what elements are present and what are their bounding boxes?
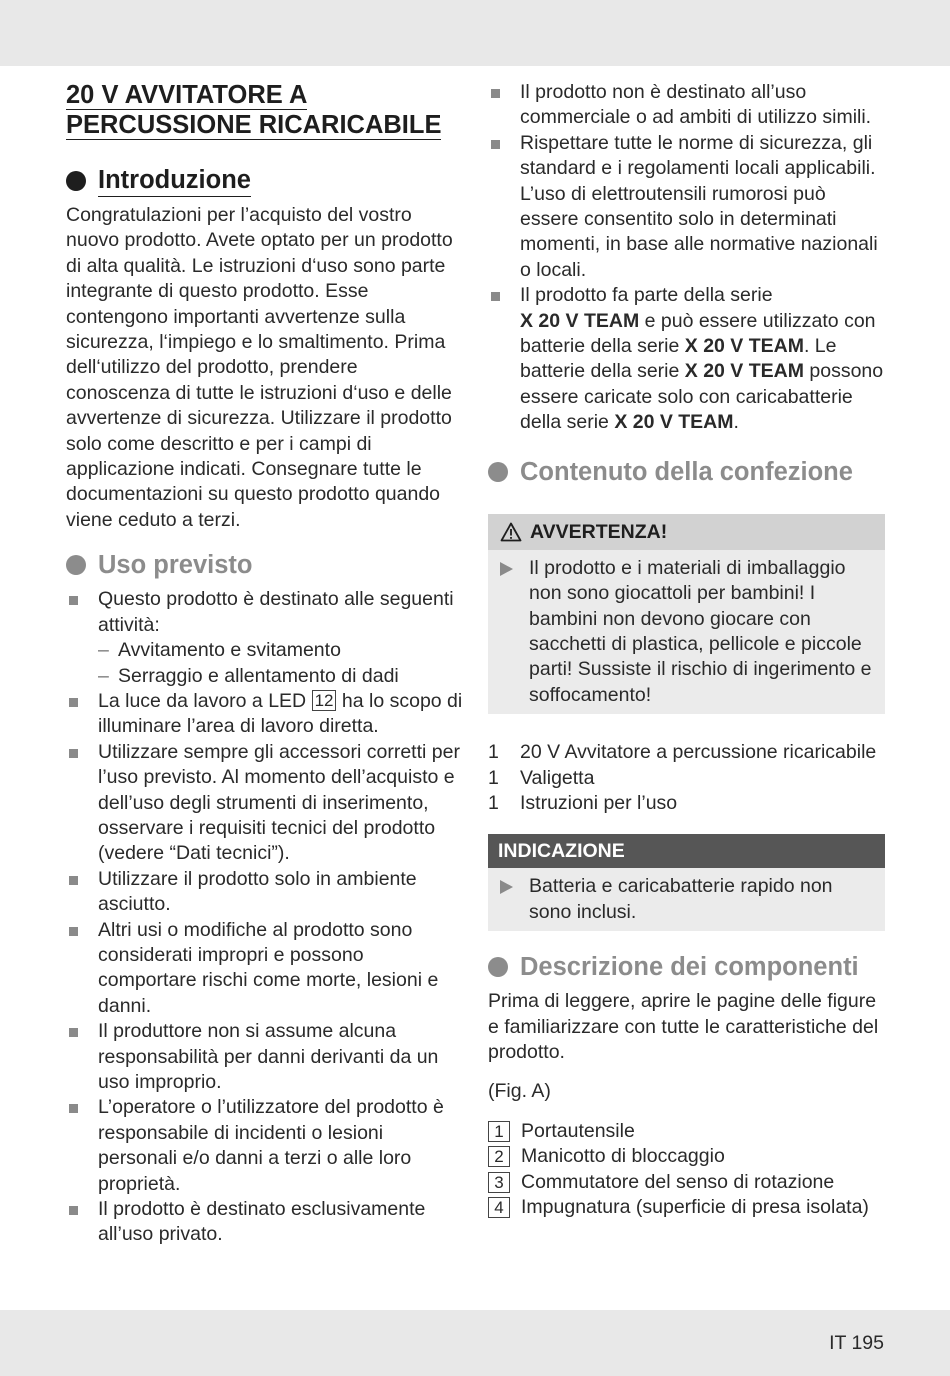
warning-label: AVVERTENZA!	[530, 520, 668, 543]
square-bullet-icon	[491, 292, 500, 301]
use-list-continued	[488, 80, 885, 436]
components-intro: Prima di leggere, aprire le pagine delle figure e familiarizzare con tutte le caratteristiche del prodotto.	[488, 990, 879, 1063]
part-number: 1	[488, 1121, 510, 1142]
series-name: X 20 V TEAM	[684, 360, 804, 383]
part-number: 2	[488, 1146, 510, 1167]
part-number: 4	[488, 1197, 510, 1218]
note-body	[488, 868, 885, 931]
part-name: Impugnatura (superficie di presa isolata)	[521, 1196, 869, 1218]
item-name: Valigetta	[520, 766, 595, 789]
square-bullet-icon	[69, 927, 78, 936]
square-bullet-icon	[69, 876, 78, 885]
components-heading	[488, 951, 885, 983]
dash-icon: –	[98, 664, 109, 687]
note-header: INDICAZIONE	[488, 834, 885, 868]
square-bullet-icon	[69, 698, 78, 707]
square-bullet-icon	[69, 1104, 78, 1113]
square-bullet-icon	[69, 1206, 78, 1215]
warning-body	[488, 550, 885, 714]
use-heading-text: Uso previsto	[98, 551, 253, 580]
list-item	[488, 740, 885, 765]
intro-heading-text: Introduzione	[98, 164, 251, 197]
note-text: Batteria e caricabatterie rapido non sono inclusi.	[529, 875, 833, 923]
warning-header	[488, 514, 885, 550]
part-name: Commutatore del senso di rotazione	[521, 1170, 835, 1193]
package-contents-list	[488, 740, 885, 816]
item-quantity: 1	[488, 791, 499, 814]
figure-reference: (Fig. A)	[488, 1080, 551, 1103]
title-line-1: 20 V AVVITATORE A	[66, 81, 308, 109]
warning-triangle-icon	[500, 522, 522, 542]
series-name: X 20 V TEAM	[520, 309, 640, 332]
note-box	[488, 834, 885, 931]
footer-band	[0, 1310, 950, 1376]
series-name: X 20 V TEAM	[614, 411, 734, 434]
list-item	[488, 1119, 885, 1144]
sub-list-item: – Avvitamento e svitamento	[98, 638, 464, 663]
list-item: Il prodotto fa parte della serie X 20 V TEAM e può essere utilizzato con batterie della serie X 20 V TEAM. Le batterie della serie X 20 V TEAM possono essere caricate solo con caricabatterie della serie X 20 V TEAM.	[488, 283, 885, 435]
contents-heading	[488, 456, 885, 488]
part-reference: 12	[312, 690, 337, 711]
bullet-dot-icon	[488, 462, 508, 482]
part-name: Portautensile	[521, 1119, 635, 1142]
bullet-dot-icon	[66, 555, 86, 575]
list-item: Utilizzare il prodotto solo in ambiente asciutto.	[66, 867, 464, 918]
list-item: Utilizzare sempre gli accessori corretti per l’uso previsto. Al momento dell’acquisto e dell’uso degli strumenti di inserimento, osservare i requisiti tecnici del prodotto (vedere “Dati tecnici”).	[66, 740, 464, 867]
item-quantity: 1	[488, 741, 499, 764]
components-heading-text: Descrizione dei componenti	[520, 953, 859, 982]
intro-paragraph: Congratulazioni per l’acquisto del vostro nuovo prodotto. Avete optato per un prodotto di alta qualità. Le istruzioni d‘uso sono parte integrante di questo prodotto. Esse contengono importanti avvertenze sulla sicurezza, l‘impiego e lo smaltimento. Prima dell‘utilizzo del prodotto, prendere conoscenza di tutte le istruzioni d‘uso e delle avvertenze di sicurezza. Utilizzare il prodotto solo come descritto e per i campi di applicazione indicati. Consegnare tutte le documentazioni su questo prodotto quando viene ceduto a terzi.	[66, 204, 453, 531]
intro-heading	[66, 164, 464, 197]
dash-icon: –	[98, 639, 109, 662]
square-bullet-icon	[69, 596, 78, 605]
list-item	[488, 766, 885, 791]
list-item: Il prodotto non è destinato all’uso commerciale o ad ambiti di utilizzo simili.	[488, 80, 885, 131]
warning-text: Il prodotto e i materiali di imballaggio non sono giocattoli per bambini! I bambini non devono giocare con sacchetti di plastica, pellicole e piccole parti! Sussiste il rischio di ingerimento e soffocamento!	[529, 556, 872, 706]
page-number: IT 195	[829, 1332, 884, 1354]
header-band	[0, 0, 950, 66]
list-item: La luce da lavoro a LED 12 ha lo scopo di illuminare l’area di lavoro diretta.	[66, 689, 464, 740]
warning-box	[488, 514, 885, 714]
right-column	[488, 80, 885, 1220]
list-item: Il prodotto è destinato esclusivamente all’uso privato.	[66, 1197, 464, 1248]
bullet-dot-icon	[488, 957, 508, 977]
arrow-right-icon	[500, 880, 513, 894]
series-name: X 20 V TEAM	[684, 335, 804, 358]
list-item: Altri usi o modifiche al prodotto sono considerati impropri e possono comportare rischi come morte, lesioni e danni.	[66, 918, 464, 1020]
left-column	[66, 80, 464, 1248]
use-heading	[66, 549, 464, 581]
list-item	[488, 791, 885, 816]
bullet-dot-icon	[66, 171, 86, 191]
list-item	[488, 1170, 885, 1195]
part-number: 3	[488, 1172, 510, 1193]
square-bullet-icon	[69, 1028, 78, 1037]
list-item: Rispettare tutte le norme di sicurezza, gli standard e i regolamenti locali applicabili. L’uso di elettroutensili rumorosi può essere consentito solo in determinati momenti, in base alle normative nazionali o locali.	[488, 131, 885, 283]
use-list	[66, 587, 464, 1248]
item-name: Istruzioni per l’uso	[520, 791, 678, 814]
sub-list-item: – Serraggio e allentamento di dadi	[98, 664, 464, 689]
list-item: L’operatore o l’utilizzatore del prodotto è responsabile di incidenti o lesioni personali e/o danni a terzi o alle loro proprietà.	[66, 1095, 464, 1197]
list-item: Il produttore non si assume alcuna responsabilità per danni derivanti da un uso improprio.	[66, 1019, 464, 1095]
item-quantity: 1	[488, 766, 499, 789]
square-bullet-icon	[69, 749, 78, 758]
square-bullet-icon	[491, 89, 500, 98]
arrow-right-icon	[500, 562, 513, 576]
part-name: Manicotto di bloccaggio	[521, 1145, 725, 1168]
parts-list	[488, 1119, 885, 1221]
square-bullet-icon	[491, 140, 500, 149]
list-item	[488, 1195, 885, 1220]
item-name: 20 V Avvitatore a percussione ricaricabile	[520, 741, 877, 764]
list-item: Questo prodotto è destinato alle seguenti attività: – Avvitamento e svitamento – Serraggio e allentamento di dadi	[66, 587, 464, 689]
contents-heading-text: Contenuto della confezione	[520, 457, 853, 486]
list-item	[488, 1144, 885, 1169]
document-title	[66, 80, 464, 140]
title-line-2: PERCUSSIONE RICARICABILE	[66, 111, 442, 139]
